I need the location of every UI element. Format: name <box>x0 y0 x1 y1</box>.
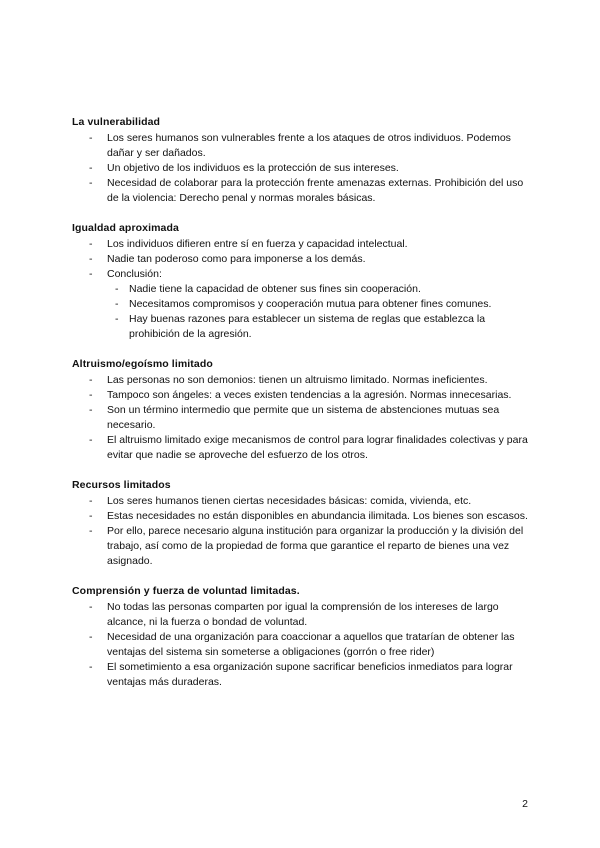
sub-bullet-list <box>107 282 532 342</box>
list-item-conclusion <box>72 267 532 342</box>
list-item: - Tampoco son ángeles: a veces existen tendencias a la agresión. Normas innecesarias. <box>72 388 532 403</box>
bullet-list <box>72 131 532 206</box>
list-item: - Por ello, parece necesario alguna institución para organizar la producción y la división del trabajo, así como de la propiedad de forma que garantice el reparto de bienes una vez asignado. <box>72 524 532 569</box>
list-item: - No todas las personas comparten por igual la comprensión de los intereses de largo alcance, ni la fuerza o bondad de voluntad. <box>72 600 532 630</box>
list-item: - El altruismo limitado exige mecanismos de control para lograr finalidades colectivas y para evitar que nadie se aproveche del esfuerzo de los otros. <box>72 433 532 463</box>
sub-list-item: - Necesitamos compromisos y cooperación mutua para obtener fines comunes. <box>106 297 532 312</box>
list-item: - Un objetivo de los individuos es la protección de sus intereses. <box>72 161 532 176</box>
section-vulnerabilidad <box>72 115 532 206</box>
bullet-list <box>72 494 532 569</box>
list-item: - El sometimiento a esa organización supone sacrificar beneficios inmediatos para lograr ventajas más duraderas. <box>72 660 532 690</box>
list-item: - Son un término intermedio que permite que un sistema de abstenciones mutuas sea necesario. <box>72 403 532 433</box>
list-item: - Los seres humanos son vulnerables frente a los ataques de otros individuos. Podemos dañar y ser dañados. <box>72 131 532 161</box>
section-heading: La vulnerabilidad <box>72 116 161 128</box>
list-item: - Los individuos difieren entre sí en fuerza y capacidad intelectual. <box>72 237 532 252</box>
section-heading: Comprensión y fuerza de voluntad limitadas. <box>72 585 300 597</box>
page-number: 2 <box>522 798 528 810</box>
bullet-list <box>72 373 532 463</box>
page-content <box>72 115 532 705</box>
sub-list-item: - Hay buenas razones para establecer un sistema de reglas que establezca la prohibición de la agresión. <box>106 312 532 342</box>
section-recursos <box>72 478 532 569</box>
section-igualdad <box>72 221 532 342</box>
list-item: - Los seres humanos tienen ciertas necesidades básicas: comida, vivienda, etc. <box>72 494 532 509</box>
bullet-list <box>72 237 532 342</box>
list-item: - Necesidad de una organización para coaccionar a aquellos que tratarían de obtener las ventajas del sistema sin someterse a obligaciones (gorrón o free rider) <box>72 630 532 660</box>
list-item: - Estas necesidades no están disponibles en abundancia ilimitada. Los bienes son escasos. <box>72 509 532 524</box>
list-item: - Las personas no son demonios: tienen un altruismo limitado. Normas ineficientes. <box>72 373 532 388</box>
section-heading: Recursos limitados <box>72 479 171 491</box>
sub-list-item: - Nadie tiene la capacidad de obtener sus fines sin cooperación. <box>106 282 532 297</box>
section-heading: Igualdad aproximada <box>72 222 179 234</box>
list-item: - Necesidad de colaborar para la protección frente amenazas externas. Prohibición del uso de la violencia: Derecho penal y normas morales básicas. <box>72 176 532 206</box>
section-heading: Altruismo/egoísmo limitado <box>72 358 213 370</box>
list-item: - Nadie tan poderoso como para imponerse a los demás. <box>72 252 532 267</box>
section-altruismo <box>72 357 532 463</box>
list-item-label: Conclusión: <box>107 268 162 280</box>
section-comprension <box>72 584 532 690</box>
bullet-list <box>72 600 532 690</box>
